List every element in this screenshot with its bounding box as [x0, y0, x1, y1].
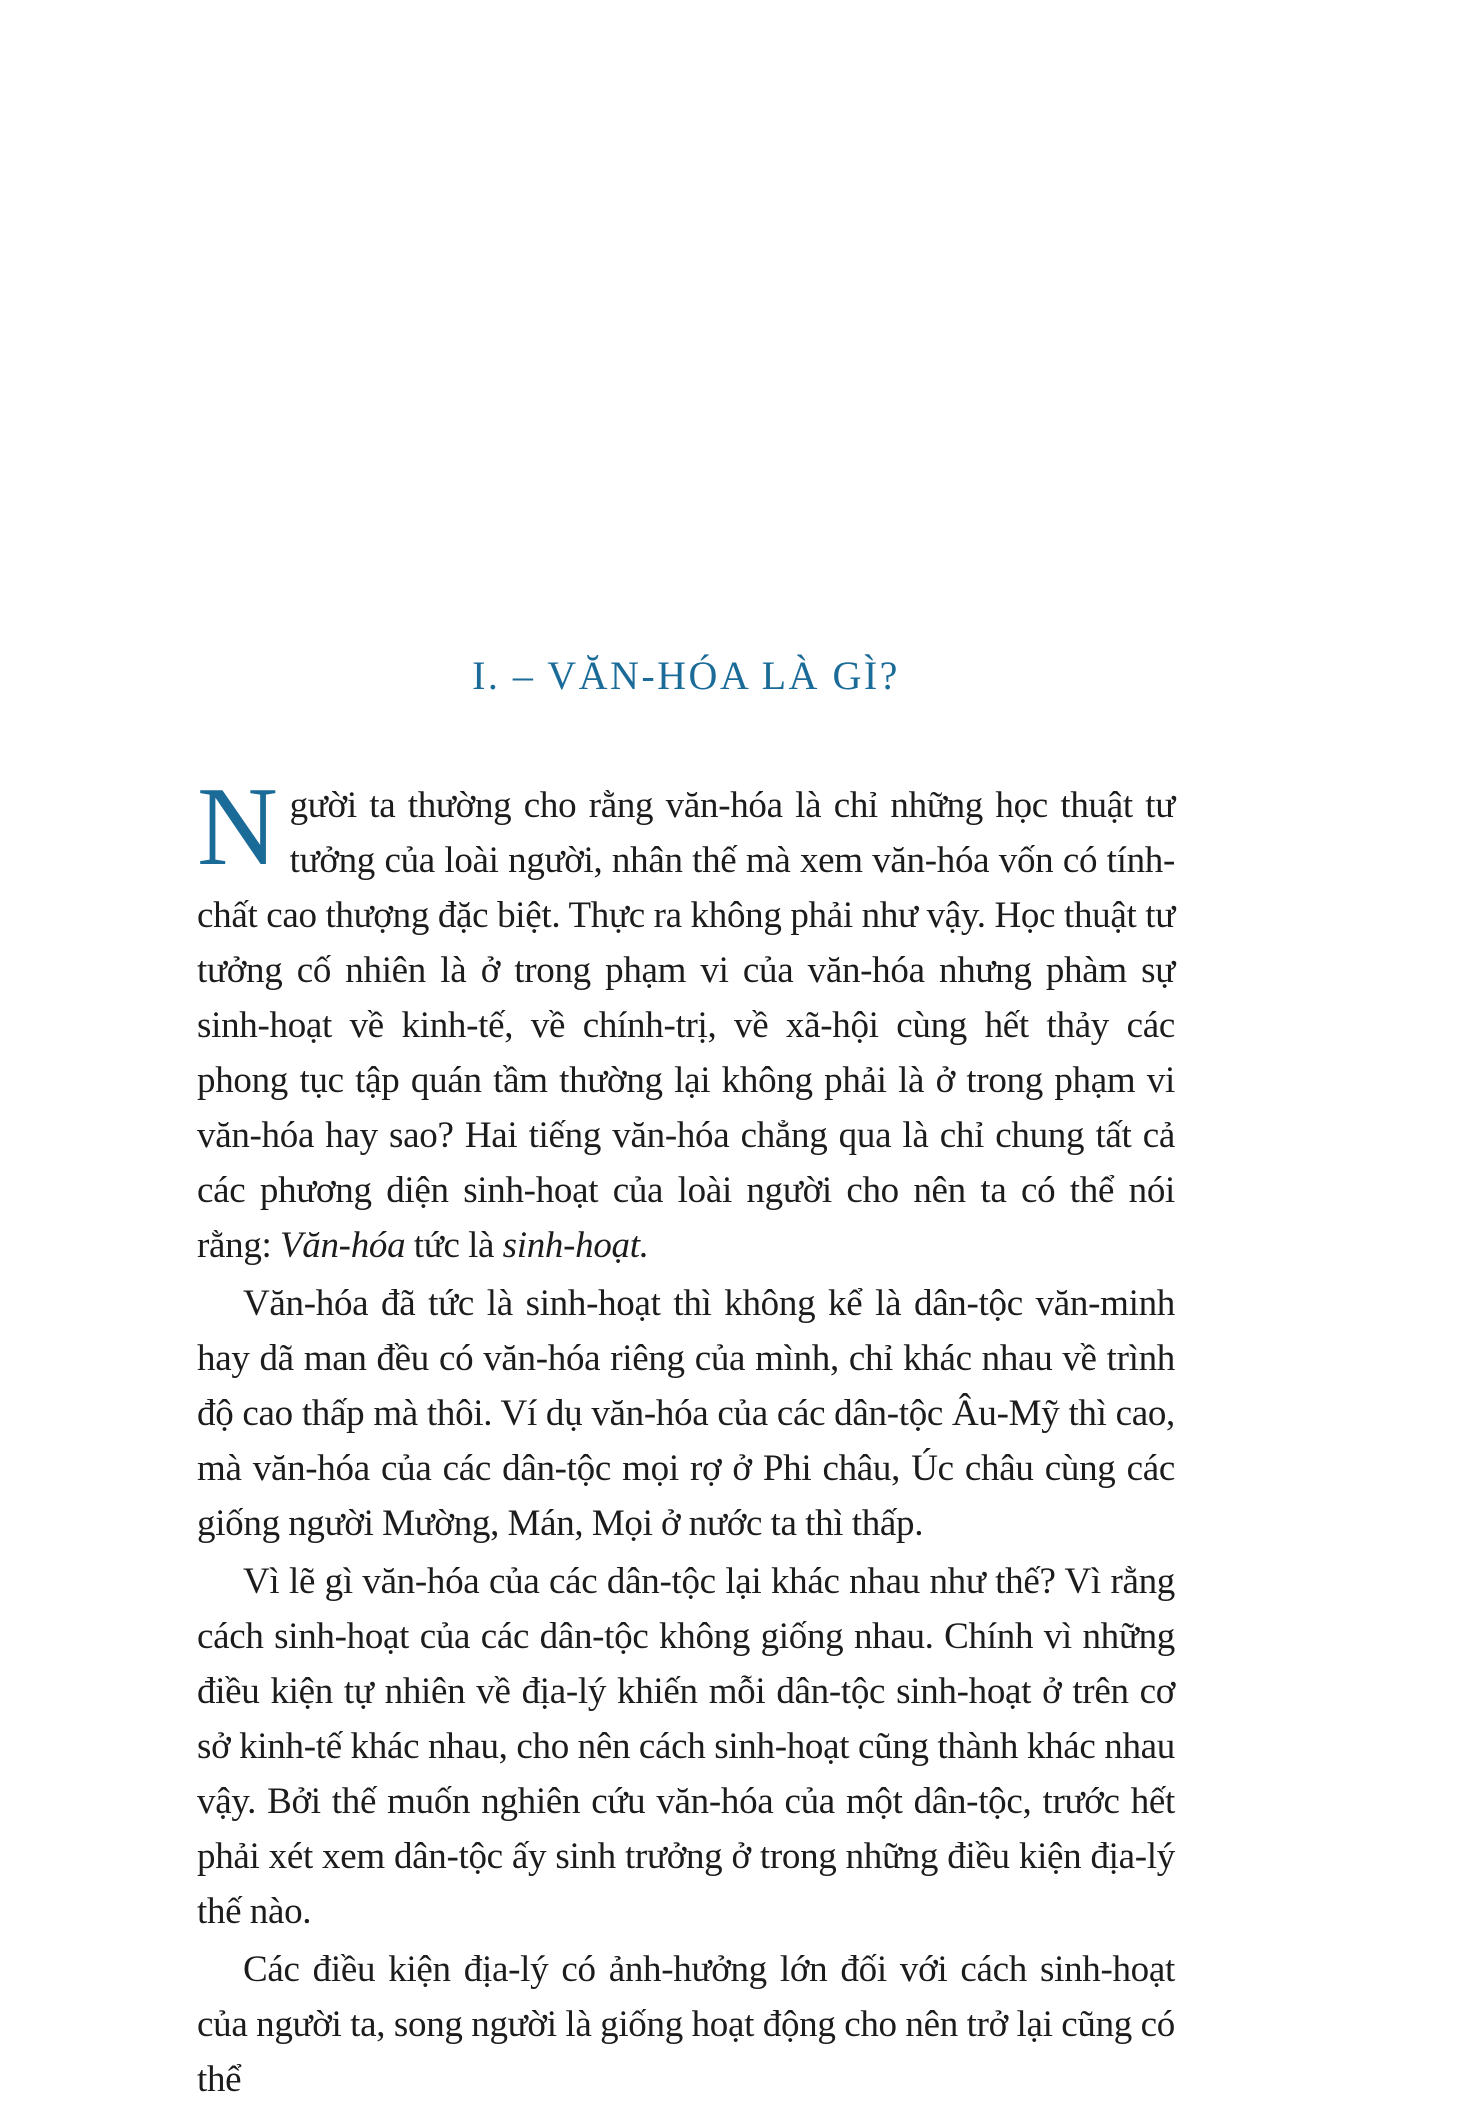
body-paragraph [197, 765, 1175, 1273]
text-segment: Các điều kiện địa-lý có ảnh-hưởng lớn đối với cách sinh-hoạt của người ta, song người là giống hoạt động cho nên trở lại cũng có thể [197, 1949, 1175, 2100]
body-paragraph [197, 1554, 1175, 1939]
emphasis-text: Văn-hóa [279, 1225, 406, 1266]
section-title: I. – VĂN-HÓA LÀ GÌ? [472, 653, 900, 698]
text-segment: gười ta thường cho rằng văn-hóa là chỉ những học thuật tư tưởng của loài người, nhân thế mà xem văn-hóa vốn có tính-chất cao thượng đặc biệt. Thực ra không phải như vậy. Học thuật tư tưởng cố nhiên là ở trong phạm vi của văn-hóa nhưng phàm sự sinh-hoạt về kinh-tế, về chính-trị, về xã-hội cùng hết thảy các phong tục tập quán tầm thường lại không phải là ở trong phạm vi văn-hóa hay sao? Hai tiếng văn-hóa chẳng qua là chỉ chung tất cả các phương diện sinh-hoạt của loài người cho nên ta có thể nói rằng: [197, 785, 1175, 1266]
text-segment: Văn-hóa đã tức là sinh-hoạt thì không kể là dân-tộc văn-minh hay dã man đều có văn-hóa riêng của mình, chỉ khác nhau về trình độ cao thấp mà thôi. Ví dụ văn-hóa của các dân-tộc Âu-Mỹ thì cao, mà văn-hóa của các dân-tộc mọi rợ ở Phi châu, Úc châu cùng các giống người Mường, Mán, Mọi ở nước ta thì thấp. [197, 1283, 1175, 1544]
body-paragraph [197, 1942, 1175, 2107]
body-paragraph [197, 1276, 1175, 1551]
text-segment: Vì lẽ gì văn-hóa của các dân-tộc lại khác nhau như thế? Vì rằng cách sinh-hoạt của các dân-tộc không giống nhau. Chính vì những điều kiện tự nhiên về địa-lý khiến mỗi dân-tộc sinh-hoạt ở trên cơ sở kinh-tế khác nhau, cho nên cách sinh-hoạt cũng thành khác nhau vậy. Bởi thế muốn nghiên cứu văn-hóa của một dân-tộc, trước hết phải xét xem dân-tộc ấy sinh trưởng ở trong những điều kiện địa-lý thế nào. [197, 1561, 1175, 1932]
dropcap-letter: N [197, 765, 278, 889]
text-segment: tức là [405, 1225, 503, 1266]
emphasis-text: sinh-hoạt. [502, 1225, 649, 1266]
text-column [197, 0, 1175, 2107]
body-text [197, 765, 1175, 2107]
